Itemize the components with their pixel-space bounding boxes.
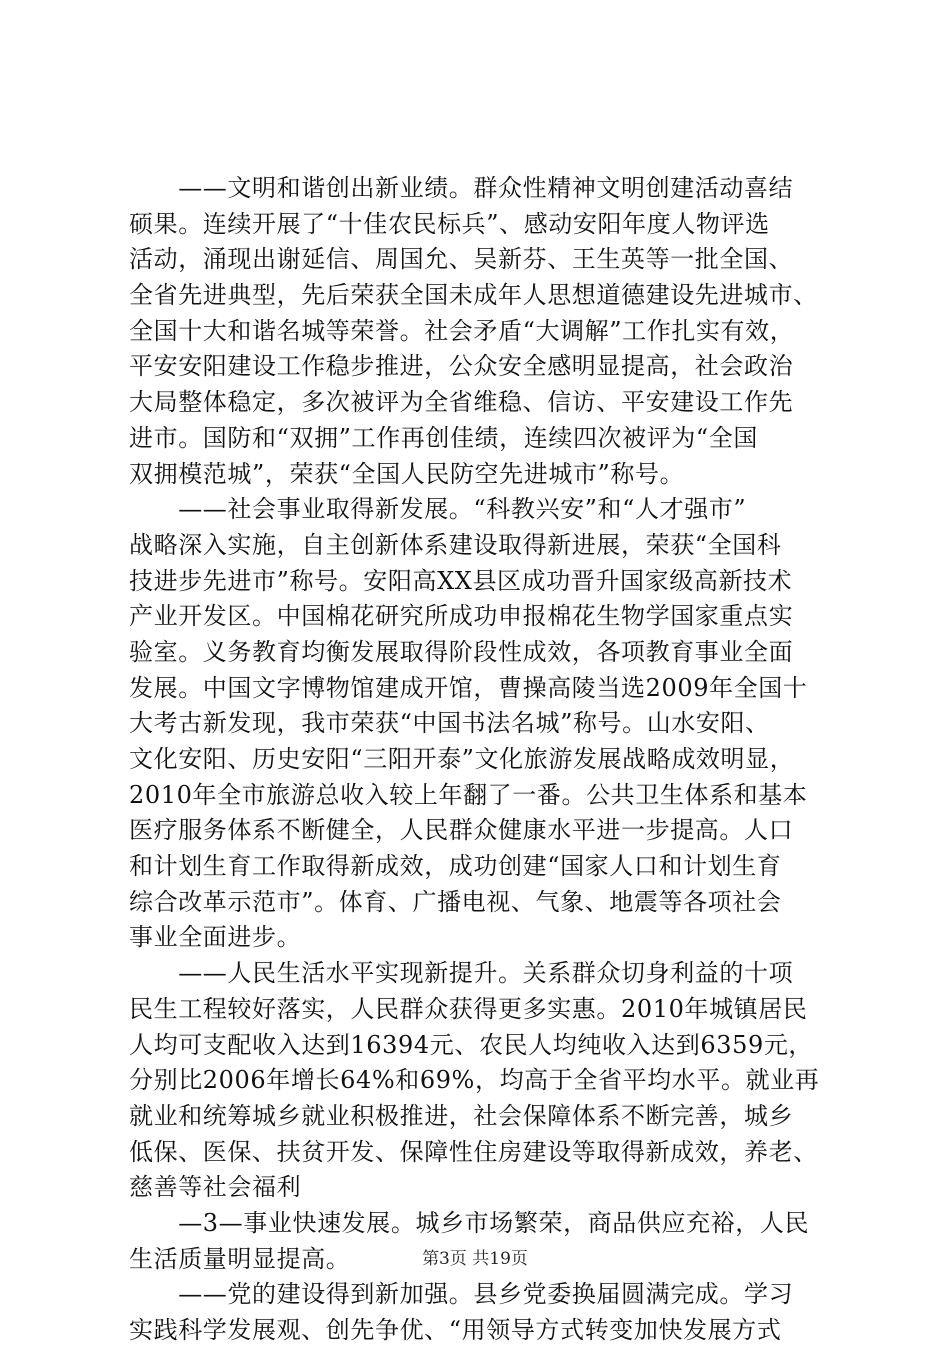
- text-line: 活动，涌现出谢延信、周国允、吴新芬、王生英等一批全国、: [129, 245, 794, 274]
- text-line: 分别比2006年增长64%和69%，均高于全省平均水平。就业再: [129, 1066, 820, 1095]
- text-line: 平安安阳建设工作稳步推进，公众安全感明显提高，社会政治: [129, 352, 794, 381]
- text-line: 战略深入实施，自主创新体系建设取得新进展，荣获“全国科: [129, 530, 782, 559]
- text-line: 产业开发区。中国棉花研究所成功申报棉花生物学国家重点实: [129, 602, 794, 631]
- text-line: 硕果。连续开展了“十佳农民标兵”、感动安阳年度人物评选: [129, 209, 770, 238]
- text-line: 人均可支配收入达到16394元、农民人均纯收入达到6359元，: [129, 1030, 814, 1059]
- page-footer: [0, 1244, 950, 1269]
- text-line: 全省先进典型，先后荣获全国未成年人思想道德建设先进城市、: [129, 281, 818, 310]
- text-line: 2010年全市旅游总收入较上年翻了一番。公共卫生体系和基本: [129, 780, 808, 809]
- text-line: 生活质量明显提高。: [129, 1244, 351, 1273]
- text-line: ——人民生活水平实现新提升。关系群众切身利益的十项: [129, 959, 794, 988]
- page-number-label: 第3页 共19页: [422, 1249, 528, 1269]
- text-line: 全国十大和谐名城等荣誉。社会矛盾“大调解”工作扎实有效，: [129, 316, 795, 345]
- text-line: 医疗服务体系不断健全，人民群众健康水平进一步提高。人口: [129, 816, 794, 845]
- text-line: 实践科学发展观、创先争优、“用领导方式转变加快发展方式: [129, 1316, 782, 1344]
- document-body: [129, 171, 831, 1349]
- text-line: 事业全面进步。: [129, 923, 302, 952]
- text-line: 民生工程较好落实，人民群众获得更多实惠。2010年城镇居民: [129, 994, 808, 1023]
- text-line: 大考古新发现，我市荣获“中国书法名城”称号。山水安阳、: [129, 709, 770, 738]
- text-line: 发展。中国文字博物馆建成开馆，曹操高陵当选2009年全国十: [129, 673, 808, 702]
- text-line: 综合改革示范市”。体育、广播电视、气象、地震等各项社会: [129, 887, 782, 916]
- text-line: 慈善等社会福利: [129, 1173, 302, 1202]
- text-line: 双拥模范城”，荣获“全国人民防空先进城市”称号。: [129, 459, 685, 488]
- text-line: ——党的建设得到新加强。县乡党委换届圆满完成。学习: [129, 1280, 794, 1309]
- text-line: 文化安阳、历史安阳“三阳开泰”文化旅游发展战略成效明显，: [129, 745, 795, 773]
- text-line: 和计划生育工作取得新成效，成功创建“国家人口和计划生育: [129, 852, 782, 881]
- text-line: ——社会事业取得新发展。“科教兴安”和“人才强市”: [129, 495, 747, 524]
- text-line: 低保、医保、扶贫开发、保障性住房建设等取得新成效，养老、: [129, 1137, 818, 1166]
- text-line: —3—事业快速发展。城乡市场繁荣，商品供应充裕，人民: [129, 1208, 810, 1237]
- text-line: 大局整体稳定，多次被评为全省维稳、信访、平安建设工作先: [129, 388, 794, 417]
- text-line: 就业和统筹城乡就业积极推进，社会保障体系不断完善，城乡: [129, 1101, 794, 1130]
- text-line: 验室。义务教育均衡发展取得阶段性成效，各项教育事业全面: [129, 637, 794, 666]
- text-line: 进市。国防和“双拥”工作再创佳绩，连续四次被评为“全国: [129, 423, 759, 452]
- text-line: ——文明和谐创出新业绩。群众性精神文明创建活动喜结: [129, 174, 794, 202]
- text-line: 技进步先进市”称号。安阳高XX县区成功晋升国家级高新技术: [129, 566, 793, 595]
